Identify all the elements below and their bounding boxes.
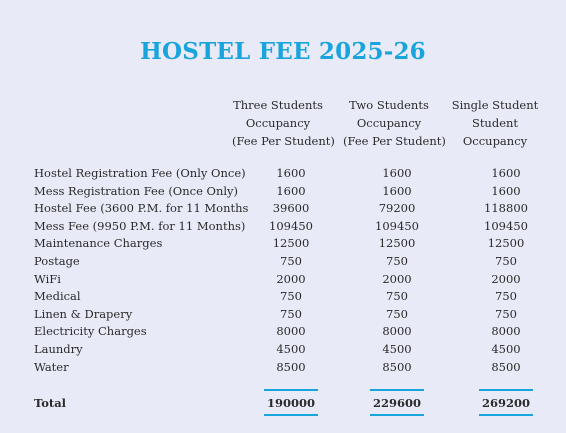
table-row <box>0 254 566 272</box>
cell-two-students: 2000 <box>382 271 412 286</box>
table-row <box>0 272 566 290</box>
total-top-rule <box>370 389 424 391</box>
table-row <box>0 201 566 219</box>
cell-single-student: 1600 <box>491 166 521 180</box>
column-header-line: Three Students <box>233 98 323 112</box>
table-row <box>0 324 566 342</box>
row-label: Medical <box>34 289 81 304</box>
cell-three-students: 1600 <box>276 166 306 180</box>
cell-two-students: 12500 <box>378 236 416 251</box>
row-label: Mess Registration Fee (Once Only) <box>34 183 239 198</box>
column-header-line: (Fee Per Student) <box>343 134 446 148</box>
table-row <box>0 219 566 237</box>
total-bottom-rule <box>479 414 533 416</box>
total-top-rule <box>479 389 533 391</box>
cell-three-students: 8500 <box>276 359 306 374</box>
column-header-two-students <box>343 96 446 150</box>
cell-three-students: 750 <box>280 253 302 268</box>
table-row <box>0 342 566 360</box>
table-row <box>0 360 566 378</box>
cell-two-students: 1600 <box>382 166 412 180</box>
cell-three-students: 109450 <box>269 218 313 233</box>
column-header-line: (Fee Per Student) <box>232 134 335 148</box>
cell-three-students: 750 <box>280 306 302 321</box>
cell-three-students: 1600 <box>276 183 306 198</box>
cell-single-student: 1600 <box>491 183 521 198</box>
cell-single-student: 8500 <box>491 359 521 374</box>
row-label: Maintenance Charges <box>34 236 163 251</box>
cell-two-students: 109450 <box>375 218 419 233</box>
total-three-students: 190000 <box>266 396 315 410</box>
cell-three-students: 39600 <box>272 201 310 216</box>
cell-two-students: 750 <box>386 253 408 268</box>
cell-three-students: 750 <box>280 289 302 304</box>
cell-single-student: 12500 <box>487 236 525 251</box>
table-row <box>0 184 566 202</box>
table-row <box>0 166 566 184</box>
column-header-single-student <box>449 96 541 150</box>
cell-single-student: 750 <box>495 306 517 321</box>
row-label: WiFi <box>34 271 61 286</box>
row-label: Linen & Drapery <box>34 306 133 321</box>
column-header-line: Two Students <box>349 98 429 112</box>
column-header-line: Single Student <box>451 98 539 112</box>
cell-two-students: 750 <box>386 289 408 304</box>
cell-two-students: 750 <box>386 306 408 321</box>
row-label: Laundry <box>34 341 83 356</box>
table-row <box>0 236 566 254</box>
total-bottom-rule <box>370 414 424 416</box>
cell-single-student: 118800 <box>484 201 528 216</box>
cell-three-students: 12500 <box>272 236 310 251</box>
column-header-line: Student <box>471 116 519 130</box>
cell-three-students: 8000 <box>276 324 306 339</box>
total-row <box>0 396 566 414</box>
row-label: Water <box>34 359 69 374</box>
cell-single-student: 4500 <box>491 341 521 356</box>
page-title: HOSTEL FEE 2025-26 <box>140 38 426 65</box>
row-label: Mess Fee (9950 P.M. for 11 Months) <box>34 218 246 233</box>
row-label: Hostel Registration Fee (Only Once) <box>34 166 246 180</box>
cell-single-student: 8000 <box>491 324 521 339</box>
fee-table <box>0 166 566 377</box>
cell-two-students: 4500 <box>382 341 412 356</box>
cell-single-student: 109450 <box>484 218 528 233</box>
total-two-students: 229600 <box>372 396 421 410</box>
cell-two-students: 1600 <box>382 183 412 198</box>
total-bottom-rule <box>264 414 318 416</box>
column-header-line: Occupancy <box>245 116 311 130</box>
cell-single-student: 750 <box>495 289 517 304</box>
total-label: Total <box>34 396 67 410</box>
table-row <box>0 289 566 307</box>
table-row <box>0 307 566 325</box>
cell-single-student: 2000 <box>491 271 521 286</box>
cell-two-students: 8000 <box>382 324 412 339</box>
cell-two-students: 8500 <box>382 359 412 374</box>
column-header-line: Occupancy <box>356 116 422 130</box>
row-label: Electricity Charges <box>34 324 147 339</box>
cell-single-student: 750 <box>495 253 517 268</box>
cell-three-students: 2000 <box>276 271 306 286</box>
column-header-three-students <box>232 96 335 150</box>
row-label: Hostel Fee (3600 P.M. for 11 Months <box>34 201 249 216</box>
total-single-student: 269200 <box>481 396 530 410</box>
column-header-line: Occupancy <box>462 134 528 148</box>
row-label: Postage <box>34 253 80 268</box>
cell-three-students: 4500 <box>276 341 306 356</box>
total-top-rule <box>264 389 318 391</box>
cell-two-students: 79200 <box>378 201 416 216</box>
